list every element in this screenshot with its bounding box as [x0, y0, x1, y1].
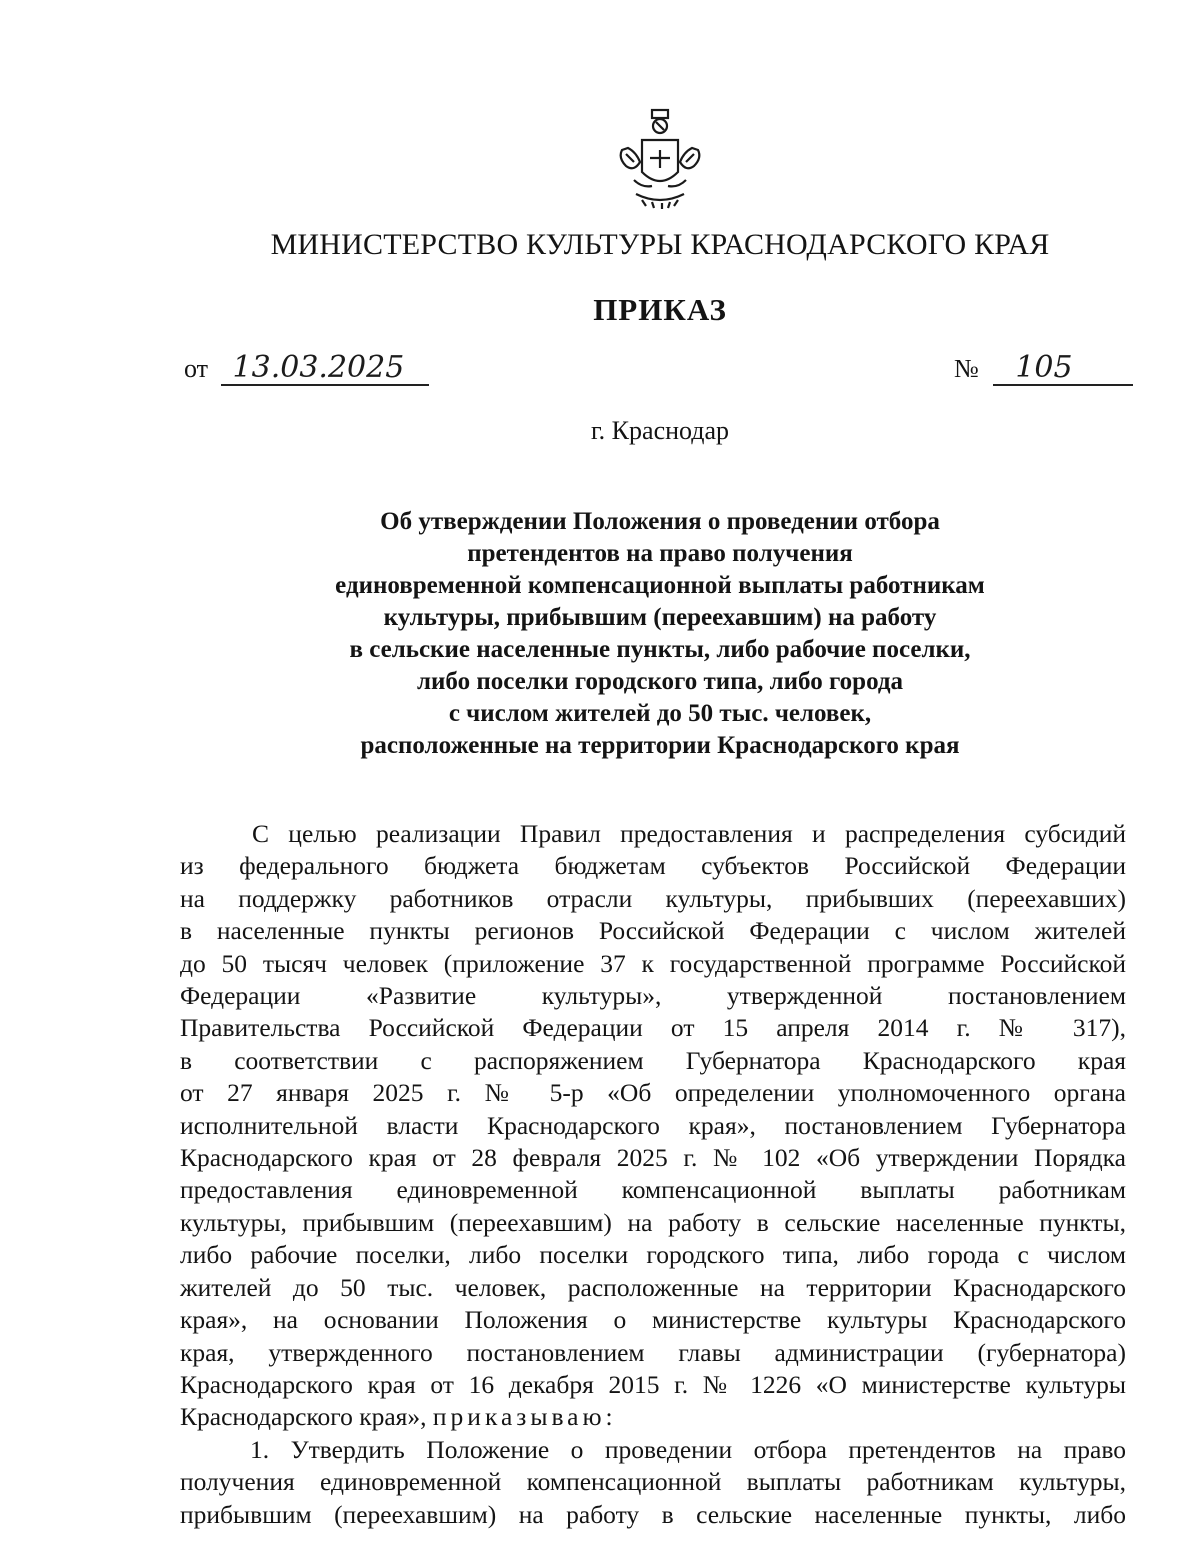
text-line: С целью реализации Правил предоставления и распределения субсидий [252, 819, 1126, 848]
text-line: либо рабочие поселки, либо поселки городского типа, либо города с числом [180, 1240, 1126, 1270]
text-line: от 27 января 2025 г. № 5-р «Об определении уполномоченного органа [180, 1078, 1126, 1108]
text-line: исполнительной власти Краснодарского края», постановлением Губернатора [180, 1110, 1126, 1140]
order-word: приказываю: [432, 1402, 617, 1432]
subject-line: культуры, прибывшим (переехавшим) на работу [383, 604, 937, 631]
text-line: культуры, прибывшим (переехавшим) на работу в сельские населенные пункты, [180, 1207, 1126, 1237]
subject-line: претендентов на право получения [467, 540, 853, 567]
subject-line: единовременной компенсационной выплаты работникам [335, 572, 985, 599]
text-line: в соответствии с распоряжением Губернатора Краснодарского края [180, 1045, 1126, 1075]
text-line [180, 1401, 1126, 1433]
text-line: края», на основании Положения о министерстве культуры Краснодарского [180, 1305, 1126, 1335]
subject-line: Об утверждении Положения о проведении отбора [380, 508, 940, 535]
text-line: прибывшим (переехавшим) на работу в сельские населенные пункты, либо [180, 1499, 1126, 1529]
city-line: г. Краснодар [590, 416, 730, 445]
order-date-value: 13.03.2025 [221, 352, 429, 386]
text-line: Краснодарского края от 28 февраля 2025 г. № 102 «Об утверждении Порядка [180, 1143, 1126, 1173]
order-number-row [954, 352, 1133, 386]
text-line: получения единовременной компенсационной выплаты работникам культуры, [180, 1467, 1126, 1497]
text-line: 1. Утвердить Положение о проведении отбора претендентов на право [250, 1434, 1126, 1464]
text-line: Краснодарского края от 16 декабря 2015 г. № 1226 «О министерстве культуры [180, 1369, 1126, 1399]
preamble-ending: Краснодарского края», [180, 1402, 427, 1432]
text-line: края, утвержденного постановлением главы администрации (губернатора) [180, 1337, 1126, 1367]
text-line: жителей до 50 тыс. человек, расположенные на территории Краснодарского [180, 1272, 1126, 1302]
subject-line: расположенные на территории Краснодарского края [360, 732, 960, 759]
order-date-row [184, 352, 429, 386]
text-line: до 50 тысяч человек (приложение 37 к государственной программе Российской [180, 948, 1126, 978]
ministry-name: МИНИСТЕРСТВО КУЛЬТУРЫ КРАСНОДАРСКОГО КРАЯ [270, 228, 1050, 261]
order-title: ПРИКАЗ [593, 292, 727, 327]
number-prefix: № [954, 354, 979, 383]
date-prefix: от [184, 354, 209, 383]
text-line: Правительства Российской Федерации от 15 апреля 2014 г. № 317), [180, 1013, 1126, 1043]
text-line: предоставления единовременной компенсационной выплаты работникам [180, 1175, 1126, 1205]
order-number-value: 105 [993, 352, 1133, 386]
subject-line: с числом жителей до 50 тыс. человек, [448, 700, 872, 727]
text-line: Федерации «Развитие культуры», утвержденной постановлением [180, 981, 1126, 1011]
order-body [180, 818, 1126, 1531]
coat-of-arms-emblem [612, 106, 708, 214]
subject-line: в сельские населенные пункты, либо рабочие поселки, [349, 636, 971, 663]
order-subject [0, 506, 1200, 762]
clause-1-paragraph [180, 1434, 1126, 1531]
text-line: из федерального бюджета бюджетам субъектов Российской Федерации [180, 851, 1126, 881]
preamble-paragraph [180, 818, 1126, 1434]
text-line: в населенные пункты регионов Российской Федерации с числом жителей [180, 916, 1126, 946]
text-line: на поддержку работников отрасли культуры, прибывших (переехавших) [180, 883, 1126, 913]
subject-line: либо поселки городского типа, либо города [416, 668, 904, 695]
